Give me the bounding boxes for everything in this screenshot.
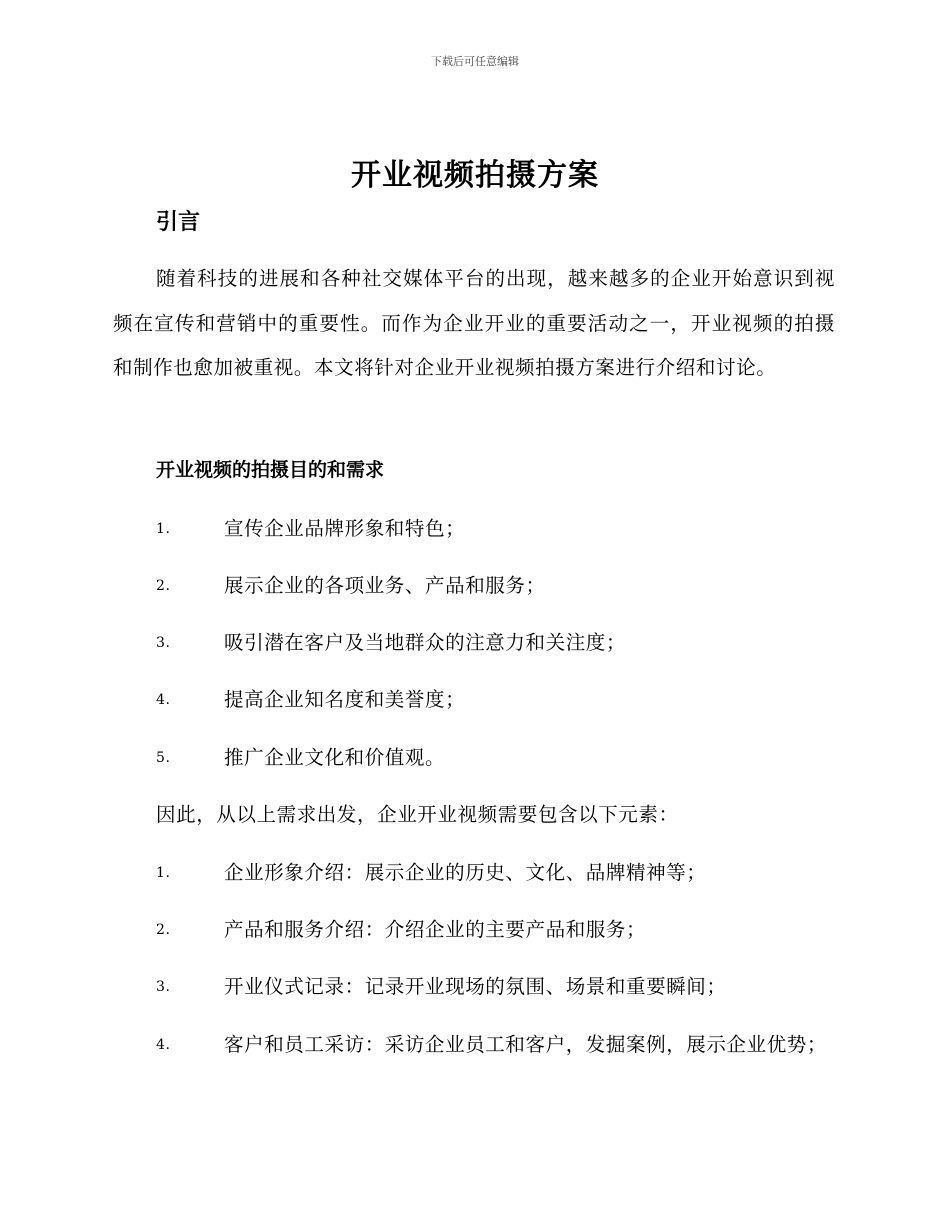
- intro-heading: 引言: [156, 210, 201, 235]
- list-number: 1.: [156, 865, 171, 881]
- goals-heading: 开业视频的拍摄目的和需求: [156, 459, 385, 481]
- list-text: 开业仪式记录：记录开业现场的氛围、场景和重要瞬间；: [224, 975, 727, 998]
- list-item: [113, 1023, 835, 1068]
- list-text: 提高企业知名度和美誉度；: [224, 688, 466, 711]
- list-number: 4.: [156, 1037, 171, 1053]
- list-number: 5.: [156, 750, 171, 766]
- list-number: 3.: [156, 979, 171, 995]
- list-text: 客户和员工采访：采访企业员工和客户，发掘案例，展示企业优势；: [224, 1033, 828, 1056]
- therefore-paragraph: 因此，从以上需求出发，企业开业视频需要包含以下元素：: [156, 803, 679, 826]
- list-item: [113, 736, 835, 781]
- list-item: [113, 678, 835, 723]
- list-item: [113, 851, 835, 896]
- intro-paragraph: 随着科技的进展和各种社交媒体平台的出现，越来越多的企业开始意识到视频在宣传和营销中的重要性。而作为企业开业的重要活动之一，开业视频的拍摄和制作也愈加被重视。本文将针对企业开业视频拍摄方案进行介绍和讨论。: [113, 267, 835, 379]
- list-text: 产品和服务介绍：介绍企业的主要产品和服务；: [224, 918, 647, 941]
- list-item: [113, 564, 835, 609]
- page-header-note: 下载后可任意编辑: [431, 55, 519, 68]
- list-item: [113, 507, 835, 552]
- list-item: [113, 621, 835, 666]
- document-title: 开业视频拍摄方案: [351, 158, 599, 193]
- list-number: 1.: [156, 521, 171, 537]
- list-text: 推广企业文化和价值观。: [224, 746, 446, 769]
- list-text: 宣传企业品牌形象和特色；: [224, 517, 466, 540]
- list-number: 2.: [156, 578, 171, 594]
- list-item: [113, 908, 835, 953]
- list-number: 4.: [156, 692, 171, 708]
- list-text: 吸引潜在客户及当地群众的注意力和关注度；: [224, 631, 627, 654]
- list-text: 展示企业的各项业务、产品和服务；: [224, 574, 546, 597]
- list-text: 企业形象介绍：展示企业的历史、文化、品牌精神等；: [224, 861, 707, 884]
- list-number: 2.: [156, 922, 171, 938]
- list-number: 3.: [156, 635, 171, 651]
- list-item: [113, 965, 835, 1010]
